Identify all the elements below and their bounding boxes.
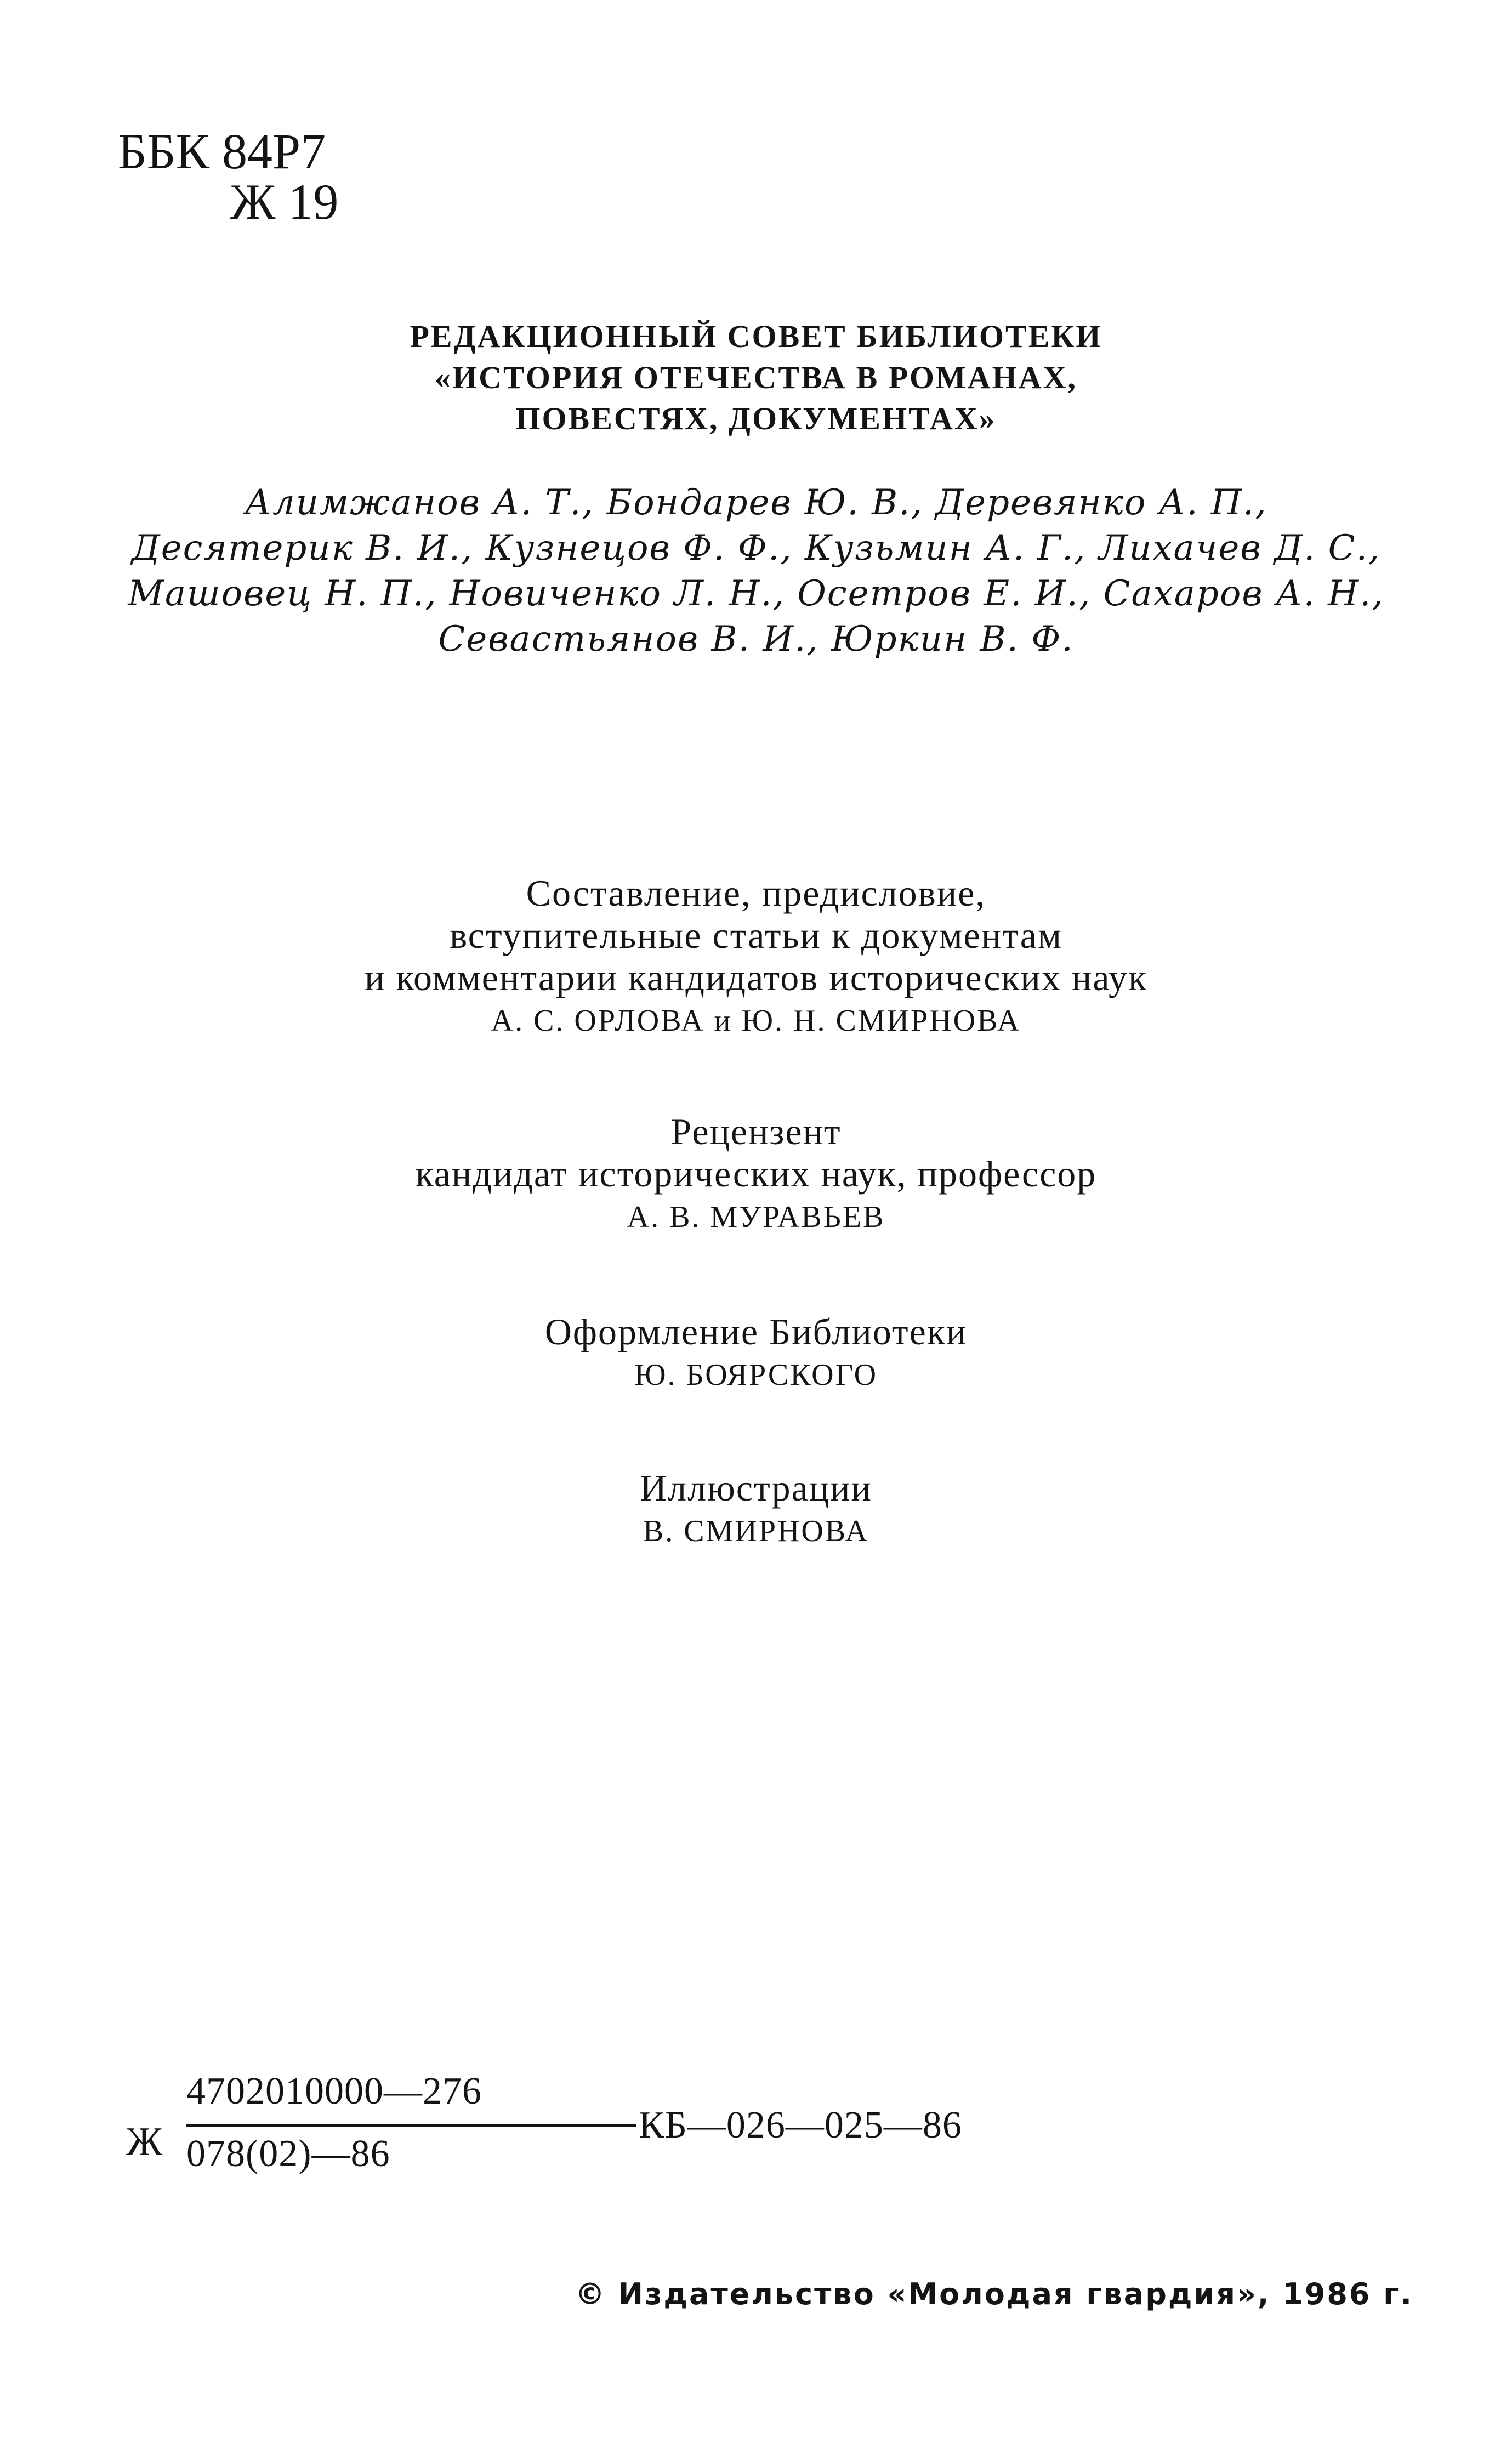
catalog-denominator: 078(02)—86: [186, 2133, 390, 2175]
council-members-line-1: Алимжанов А. Т., Бондарев Ю. В., Деревянко А. П.,: [245, 482, 1267, 523]
author-mark: Ж 19: [230, 174, 339, 230]
council-members-line-2: Десятерик В. И., Кузнецов Ф. Ф., Кузьмин А. Г., Лихачев Д. С.,: [131, 528, 1381, 569]
council-title-line-3: ПОВЕСТЯХ, ДОКУМЕНТАХ»: [515, 401, 997, 436]
illustrations-name: В. СМИРНОВА: [643, 1514, 869, 1548]
illustrations-label: Иллюстрации: [640, 1467, 872, 1509]
design-name: Ю. БОЯРСКОГО: [634, 1358, 878, 1392]
design-label: Оформление Библиотеки: [544, 1311, 968, 1352]
copyright-notice: © Издательство «Молодая гвардия», 1986 г.: [575, 2277, 1413, 2311]
reviewer-label: Рецензент: [670, 1111, 842, 1152]
compilation-line-1: Составление, предисловие,: [526, 872, 986, 914]
reviewer-title: кандидат исторических наук, профессор: [415, 1153, 1097, 1195]
compilation-names: А. С. ОРЛОВА и Ю. Н. СМИРНОВА: [491, 1004, 1021, 1038]
catalog-prefix: Ж: [126, 2119, 163, 2164]
compilation-line-2: вступительные статьи к документам: [449, 914, 1063, 956]
catalog-numerator: 4702010000—276: [186, 2070, 482, 2112]
bbk-code: ББК 84Р7: [118, 123, 326, 179]
fraction-bar: [186, 2124, 636, 2127]
catalog-index: [126, 2070, 962, 2198]
council-members-line-3: Машовец Н. П., Новиченко Л. Н., Осетров Е. И., Сахаров А. Н.,: [128, 573, 1384, 614]
reviewer-name: А. В. МУРАВЬЕВ: [627, 1200, 885, 1234]
council-members-line-4: Севастьянов В. И., Юркин В. Ф.: [438, 619, 1074, 660]
catalog-code: КБ—026—025—86: [639, 2104, 962, 2146]
compilation-line-3: и комментарии кандидатов исторических наук: [365, 957, 1147, 998]
council-title-line-1: РЕДАКЦИОННЫЙ СОВЕТ БИБЛИОТЕКИ: [410, 319, 1102, 354]
council-title-line-2: «ИСТОРИЯ ОТЕЧЕСТВА В РОМАНАХ,: [434, 360, 1078, 395]
